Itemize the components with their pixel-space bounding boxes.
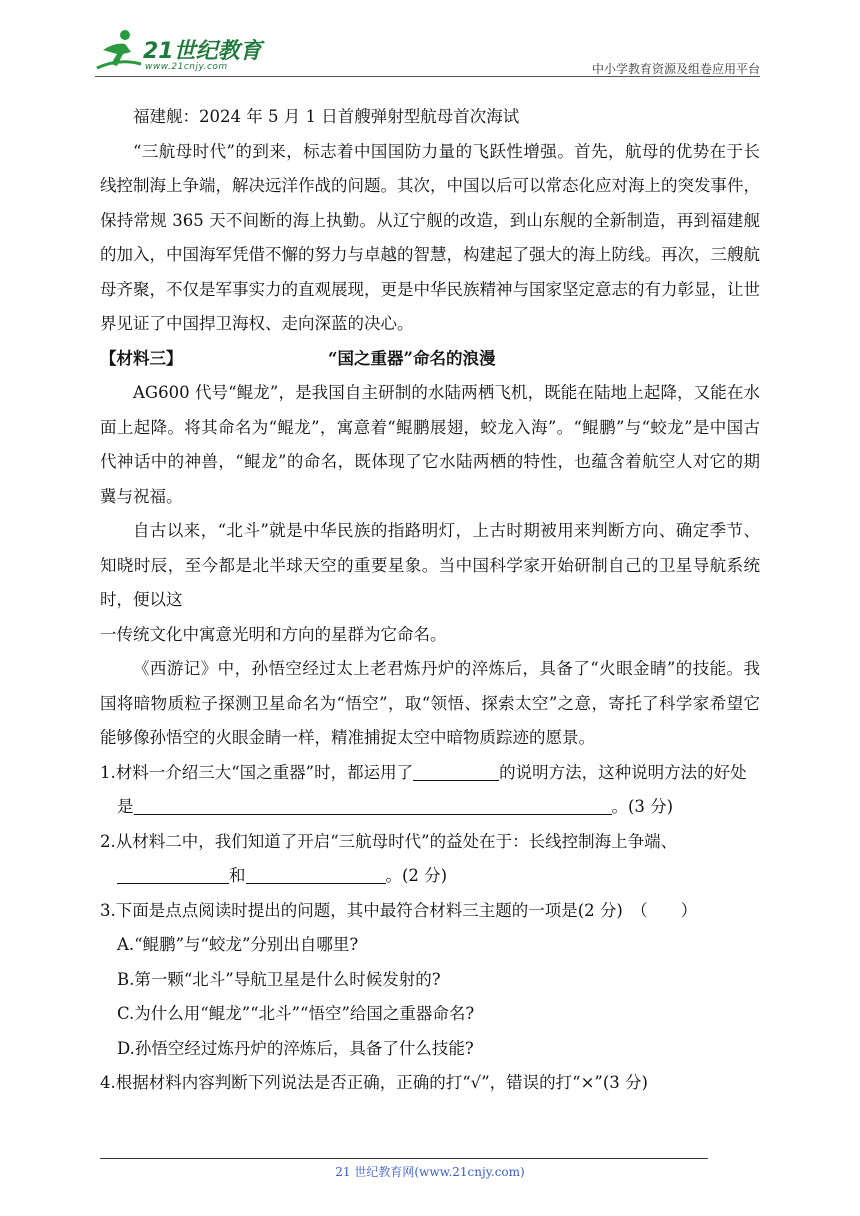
material3-label: 【材料三】: [100, 348, 183, 368]
question-4: 4.根据材料内容判断下列说法是否正确，正确的打“√”，错误的打“×”(3 分): [100, 1073, 648, 1092]
footer-text: 21 世纪教育网(www.21cnjy.com): [335, 1165, 525, 1179]
runner-logo-icon: [95, 28, 143, 72]
material3-title: “国之重器”命名的浪漫: [328, 348, 496, 368]
wukong-paragraph: 《西游记》中，孙悟空经过太上老君炼丹炉的淬炼后，具备了“火眼金睛”的技能。我国将暗物质粒子探测卫星命名为“悟空”，取“领悟、探索太空”之意，寄托了科学家希望它能够像孙悟空的火眼金睛一样，精准捕捉太空中暗物质踪迹的愿景。: [100, 659, 760, 747]
fujian-caption: 福建舰：2024 年 5 月 1 日首艘弹射型航母首次海试: [133, 107, 520, 126]
footer-divider: [100, 1158, 708, 1159]
option-c: C.为什么用“鲲龙”“北斗”“悟空”给国之重器命名?: [117, 1004, 475, 1023]
header-divider: [95, 76, 760, 77]
logo-url: www.21cnjy.com: [145, 62, 228, 72]
logo: [95, 28, 265, 76]
answer-blank[interactable]: [246, 865, 386, 884]
question-2: 2.从材料二中，我们知道了开启“三航母时代”的益处在于：长线控制海上争端、和 。(2 分): [100, 831, 678, 885]
question-3: 3.下面是点点阅读时提出的问题，其中最符合材料三主题的一项是(2 分) （ ）: [100, 900, 698, 920]
logo-text: 21世纪教育: [143, 39, 262, 64]
answer-blank[interactable]: [134, 796, 612, 815]
material3-heading: [100, 342, 760, 377]
answer-blank[interactable]: [413, 762, 499, 781]
header-platform-text: 中小学教育资源及组卷应用平台: [591, 62, 760, 76]
answer-blank[interactable]: [117, 865, 229, 884]
question-1: 1.材料一介绍三大“国之重器”时，都运用了 的说明方法，这种说明方法的好处是 。(3 分): [100, 762, 747, 816]
option-a: A.“鲲鹏”与“蛟龙”分别出自哪里?: [117, 935, 359, 954]
beidou-paragraph-continued: 一传统文化中寓意光明和方向的星群为它命名。: [100, 624, 447, 644]
option-b: B.第一颗“北斗”导航卫星是什么时候发射的?: [117, 969, 441, 989]
option-d: D.孙悟空经过炼丹炉的淬炼后，具备了什么技能?: [117, 1038, 474, 1058]
page-header: [95, 28, 760, 80]
beidou-paragraph: 自古以来，“北斗”就是中华民族的指路明灯，上古时期被用来判断方向、确定季节、知晓时辰，至今都是北半球天空的重要星象。当中国科学家开始研制自己的卫星导航系统时，便以这: [100, 521, 760, 609]
document-body: [100, 100, 760, 1101]
kunlong-paragraph: AG600 代号“鲲龙”，是我国自主研制的水陆两栖飞机，既能在陆地上起降，又能在水面上起降。将其命名为“鲲龙”，寓意着“鲲鹏展翅，蛟龙入海”。“鲲鹏”与“蛟龙”是中国古代神话中的神兽，“鲲龙”的命名，既体现了它水陆两栖的特性，也蕴含着航空人对它的期冀与祝福。: [100, 383, 760, 506]
three-carrier-paragraph: “三航母时代”的到来，标志着中国国防力量的飞跃性增强。首先，航母的优势在于长线控制海上争端，解决远洋作战的问题。其次，中国以后可以常态化应对海上的突发事件，保持常规 365 天不间断的海上执勤。从辽宁舰的改造，到山东舰的全新制造，再到福建舰的加入，中国海军凭借不懈的努力与卓越的智慧，构建起了强大的海上防线。再次，三艘航母齐聚，不仅是军事实力的直观展现，更是中华民族精神与国家坚定意志的有力彰显，让世界见证了中国捍卫海权、走向深蓝的决心。: [100, 141, 760, 333]
